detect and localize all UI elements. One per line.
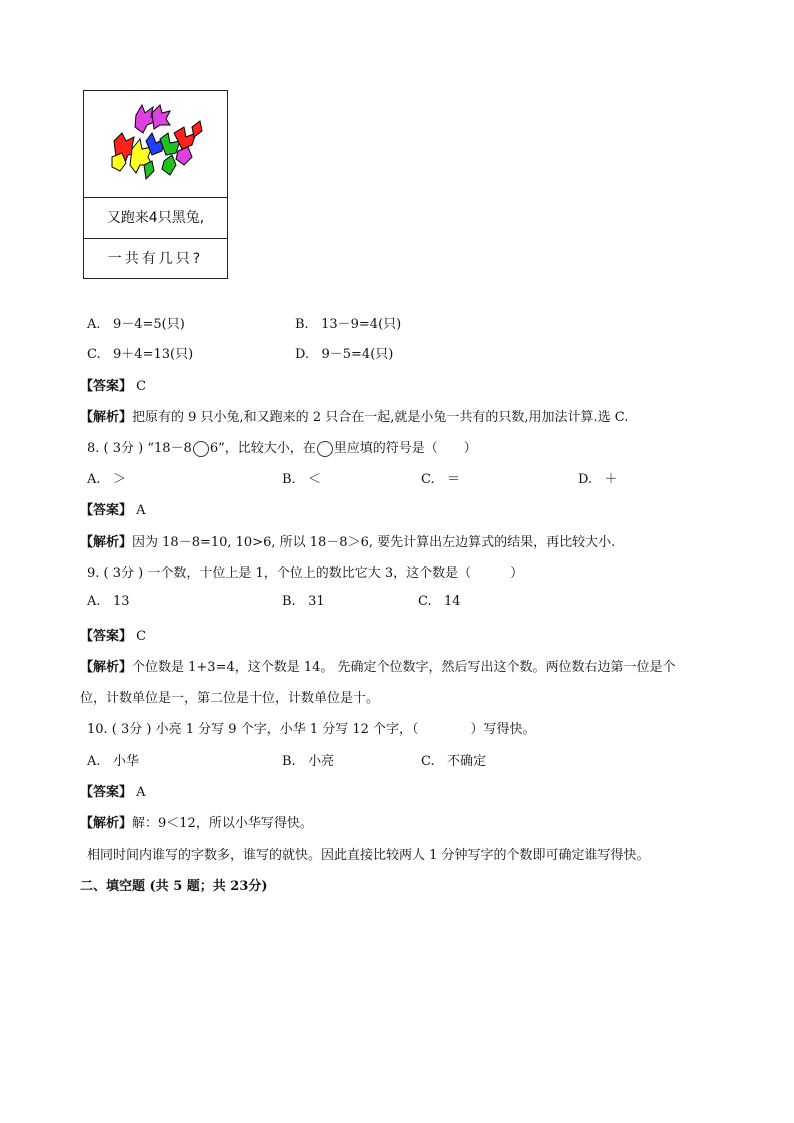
blank-circle-icon [193,441,209,457]
q7-analysis: 【解析】把原有的 9 只小兔,和又跑来的 2 只合在一起,就是小兔一共有的只数,用加法计算.选 C. [80,410,629,425]
q8-option-b: B. ＜ [282,472,322,487]
q10-analysis-line2: 相同时间内谁写的字数多，谁写的就快。因此直接比较两人 1 分钟写字的个数即可确定谁写得快。 [87,848,650,863]
q9-analysis-line1: 【解析】个位数是 1+3=4，这个数是 14。 先确定个位数字，然后写出这个数。两位数右边第一位是个 [80,660,676,675]
q7-option-c: C. 9＋4=13(只) [87,347,194,362]
q10-option-b: B. 小亮 [282,754,335,769]
q10-option-c: C. 不确定 [421,754,487,769]
section-heading: 二、填空题 (共 5 题；共 23分) [80,879,268,894]
q10-option-a: A. 小华 [87,754,139,769]
q8-answer: 【答案】 A [80,503,146,518]
q8-option-a: A. ＞ [87,472,126,487]
q9-option-b: B. 31 [282,594,325,609]
q9-stem: 9. ( 3分 ) 一个数，十位上是 1，个位上的数比它大 3，这个数是（ ） [87,566,524,581]
q9-answer: 【答案】 C [80,629,147,644]
q8-option-c: C. ＝ [421,472,461,487]
q10-stem: 10. ( 3分 ) 小亮 1 分写 9 个字，小华 1 分写 12 个字，（ ）写得快。 [87,722,536,737]
rabbits-illustration [84,91,227,197]
rabbit-figure [83,90,228,279]
q7-answer: 【答案】 C [80,379,147,394]
q7-option-a: A. 9－4=5(只) [87,317,185,332]
q10-analysis-line1: 【解析】解：9＜12，所以小华写得快。 [80,816,313,831]
q9-analysis-line2: 位，计数单位是一，第二位是十位，计数单位是十。 [80,691,380,706]
blank-circle-icon [317,441,333,457]
figure-caption-line2: 一共有几只? [84,238,227,279]
q8-analysis: 【解析】因为 18－8=10, 10>6, 所以 18－8＞6, 要先计算出左边算式的结果，再比较大小. [80,535,616,550]
figure-caption-line1: 又跑来4只黑兔, [84,197,227,239]
q10-answer: 【答案】 A [80,785,146,800]
q8-stem: 8. ( 3分 ) “18－8 6”，比较大小，在 里应填的符号是（ ） [87,441,477,456]
q9-option-c: C. 14 [418,594,461,609]
q7-option-d: D. 9－5=4(只) [295,347,394,362]
q9-option-a: A. 13 [87,594,130,609]
q8-option-d: D. ＋ [578,472,618,487]
q7-option-b: B. 13－9=4(只) [295,317,402,332]
